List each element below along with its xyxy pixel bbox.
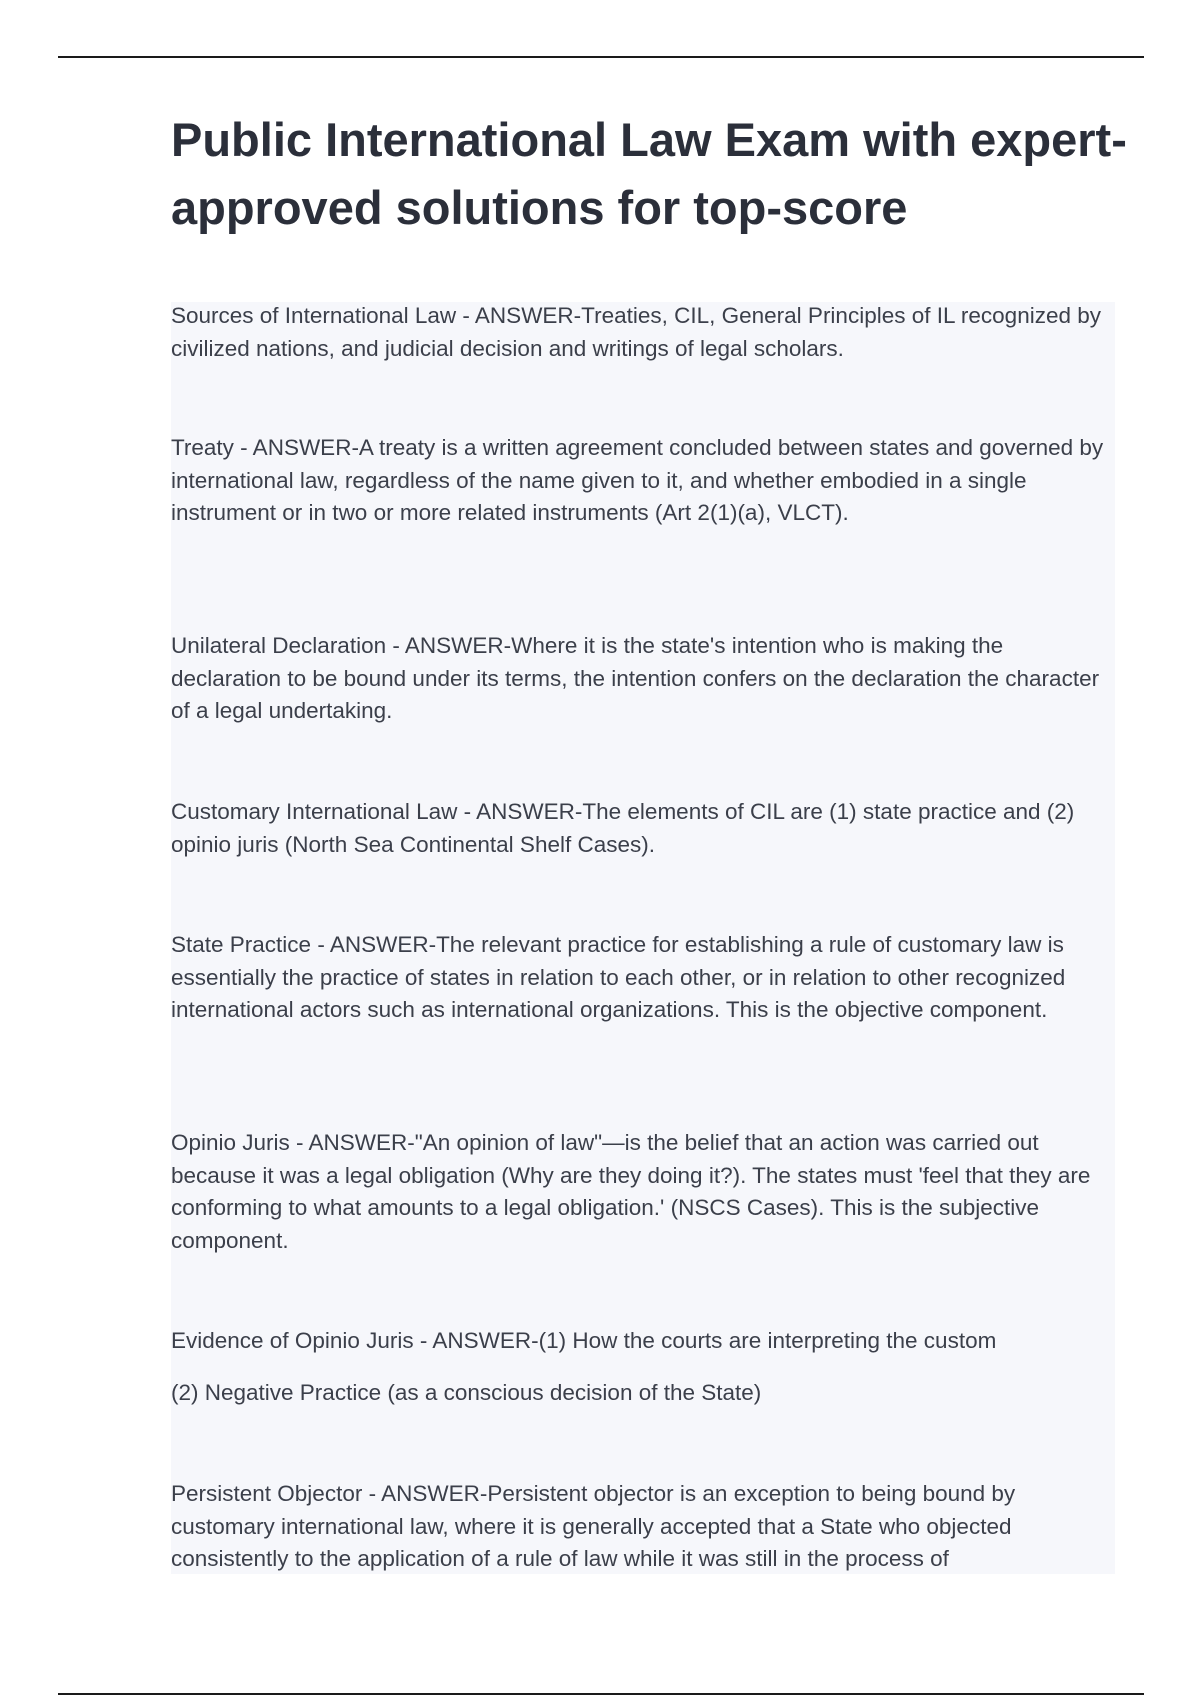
qa-item-treaty [171, 432, 1115, 530]
qa-text: Evidence of Opinio Juris - ANSWER-(1) How the courts are interpreting the custom [171, 1328, 997, 1353]
page-title: Public International Law Exam with expert-approved solutions for top-score [171, 113, 1127, 234]
qa-text: Sources of International Law - ANSWER-Treaties, CIL, General Principles of IL recognized by civilized nations, and judicial decision and writings of legal scholars. [171, 303, 1102, 361]
qa-text: Treaty - ANSWER-A treaty is a written agreement concluded between states and governed by international law, regardless of the name given to it, and whether embodied in a single instrument or in two or more related instruments (Art 2(1)(a), VLCT). [171, 435, 1104, 525]
qa-item-state-practice [171, 929, 1115, 1027]
qa-text: State Practice - ANSWER-The relevant practice for establishing a rule of customary law is essentially the practice of states in relation to each other, or in relation to other recognized international actors such as international organizations. This is the objective component. [171, 932, 1066, 1022]
qa-item-persistent-objector [171, 1478, 1115, 1576]
header-rule [58, 56, 1144, 58]
qa-text: Customary International Law - ANSWER-The elements of CIL are (1) state practice and (2) opinio juris (North Sea Continental Shelf Cases). [171, 799, 1075, 857]
footer-rule [58, 1693, 1144, 1695]
qa-item-sources-of-international-law [171, 300, 1115, 365]
qa-item-evidence-of-opinio-juris [171, 1325, 1115, 1409]
qa-item-unilateral-declaration [171, 630, 1115, 728]
qa-item-opinio-juris [171, 1127, 1115, 1257]
qa-item-customary-international-law [171, 796, 1115, 861]
qa-text: Persistent Objector - ANSWER-Persistent objector is an exception to being bound by customary international law, where it is generally accepted that a State who objected consistently to the application of a rule of law while it was still in the process of [171, 1481, 1016, 1571]
qa-text-continued: (2) Negative Practice (as a conscious decision of the State) [171, 1379, 762, 1405]
qa-text: Unilateral Declaration - ANSWER-Where it is the state's intention who is making the declaration to be bound under its terms, the intention confers on the declaration the character of a legal undertaking. [171, 633, 1100, 723]
qa-text: Opinio Juris - ANSWER-"An opinion of law"—is the belief that an action was carried out because it was a legal obligation (Why are they doing it?). The states must 'feel that they are conforming to what amounts to a legal obligation.' (NSCS Cases). This is the subjective component. [171, 1130, 1091, 1253]
